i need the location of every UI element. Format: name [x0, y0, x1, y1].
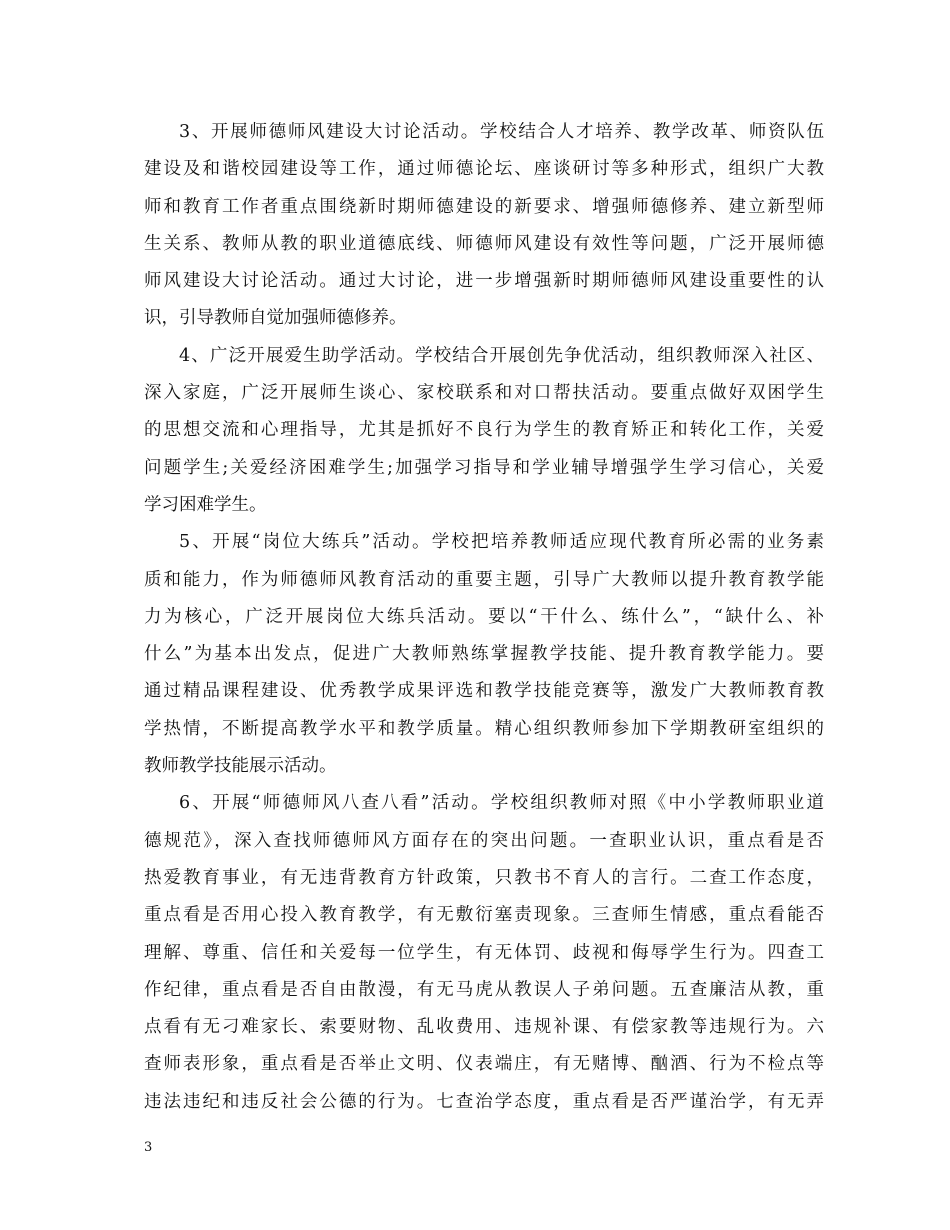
paragraph-line: 德规范》，深入查找师德师风方面存在的突出问题。一查职业认识，重点看是否	[144, 830, 824, 851]
paragraph-line: 热爱教育事业，有无违背教育方针政策，只教书不育人的言行。二查工作态度，	[144, 867, 824, 888]
paragraph-line: 学习困难学生。	[144, 494, 267, 515]
paragraph-line: 违法违纪和违反社会公德的行为。七查治学态度，重点看是否严谨治学，有无弄	[144, 1091, 824, 1112]
paragraph-line: 识，引导教师自觉加强师德修养。	[144, 308, 407, 329]
paragraph-line: 建设及和谐校园建设等工作，通过师德论坛、座谈研讨等多种形式，组织广大教	[144, 159, 824, 180]
paragraph-line: 生关系、教师从教的职业道德底线、师德师风建设有效性等问题，广泛开展师德	[144, 233, 824, 254]
paragraph-4	[144, 338, 824, 524]
paragraph-line: 通过精品课程建设、优秀教学成果评选和教学技能竞赛等，激发广大教师教育教	[144, 681, 824, 702]
paragraph-line: 力为核心，广泛开展岗位大练兵活动。要以“干什么、练什么”，“缺什么、补	[144, 606, 824, 627]
paragraph-line: 5、开展“岗位大练兵”活动。学校把培养教师适应现代教育所必需的业务素	[179, 532, 824, 553]
paragraph-6	[144, 785, 824, 1121]
paragraph-line: 3、开展师德师风建设大讨论活动。学校结合人才培养、教学改革、师资队伍	[179, 122, 824, 142]
paragraph-line: 4、广泛开展爱生助学活动。学校结合开展创先争优活动，组织教师深入社区、	[179, 345, 824, 366]
page-number: 3	[144, 1140, 153, 1155]
paragraph-line: 学热情，不断提高教学水平和教学质量。精心组织教师参加下学期教研室组织的	[144, 718, 824, 739]
paragraph-line: 的思想交流和心理指导，尤其是抓好不良行为学生的教育矫正和转化工作，关爱	[144, 420, 824, 441]
paragraph-line: 作纪律，重点看是否自由散漫，有无马虎从教误人子弟问题。五查廉洁从教，重	[144, 979, 824, 1000]
body-text	[144, 114, 824, 1121]
paragraph-line: 质和能力，作为师德师风教育活动的重要主题，引导广大教师以提升教育教学能	[144, 569, 824, 590]
paragraph-line: 查师表形象，重点看是否举止文明、仪表端庄，有无赌博、酗酒、行为不检点等	[144, 1054, 824, 1075]
paragraph-line: 问题学生;关爱经济困难学生;加强学习指导和学业辅导增强学生学习信心，关爱	[144, 457, 824, 478]
paragraph-line: 理解、尊重、信任和关爱每一位学生，有无体罚、歧视和侮辱学生行为。四查工	[144, 942, 824, 963]
paragraph-line: 深入家庭，广泛开展师生谈心、家校联系和对口帮扶活动。要重点做好双困学生	[144, 383, 824, 404]
paragraph-5	[144, 524, 824, 785]
paragraph-line: 师风建设大讨论活动。通过大讨论，进一步增强新时期师德师风建设重要性的认	[144, 271, 824, 292]
paragraph-line: 什么”为基本出发点，促进广大教师熟练掌握教学技能、提升教育教学能力。要	[144, 644, 824, 665]
paragraph-line: 师和教育工作者重点围绕新时期师德建设的新要求、增强师德修养、建立新型师	[144, 196, 824, 217]
paragraph-line: 重点看是否用心投入教育教学，有无敷衍塞责现象。三查师生情感，重点看能否	[144, 905, 824, 926]
paragraph-line: 点看有无刁难家长、索要财物、乱收费用、违规补课、有偿家教等违规行为。六	[144, 1017, 824, 1038]
paragraph-line: 6、开展“师德师风八查八看”活动。学校组织教师对照《中小学教师职业道	[179, 793, 824, 814]
paragraph-line: 教师教学技能展示活动。	[144, 756, 337, 777]
paragraph-3	[144, 114, 824, 338]
